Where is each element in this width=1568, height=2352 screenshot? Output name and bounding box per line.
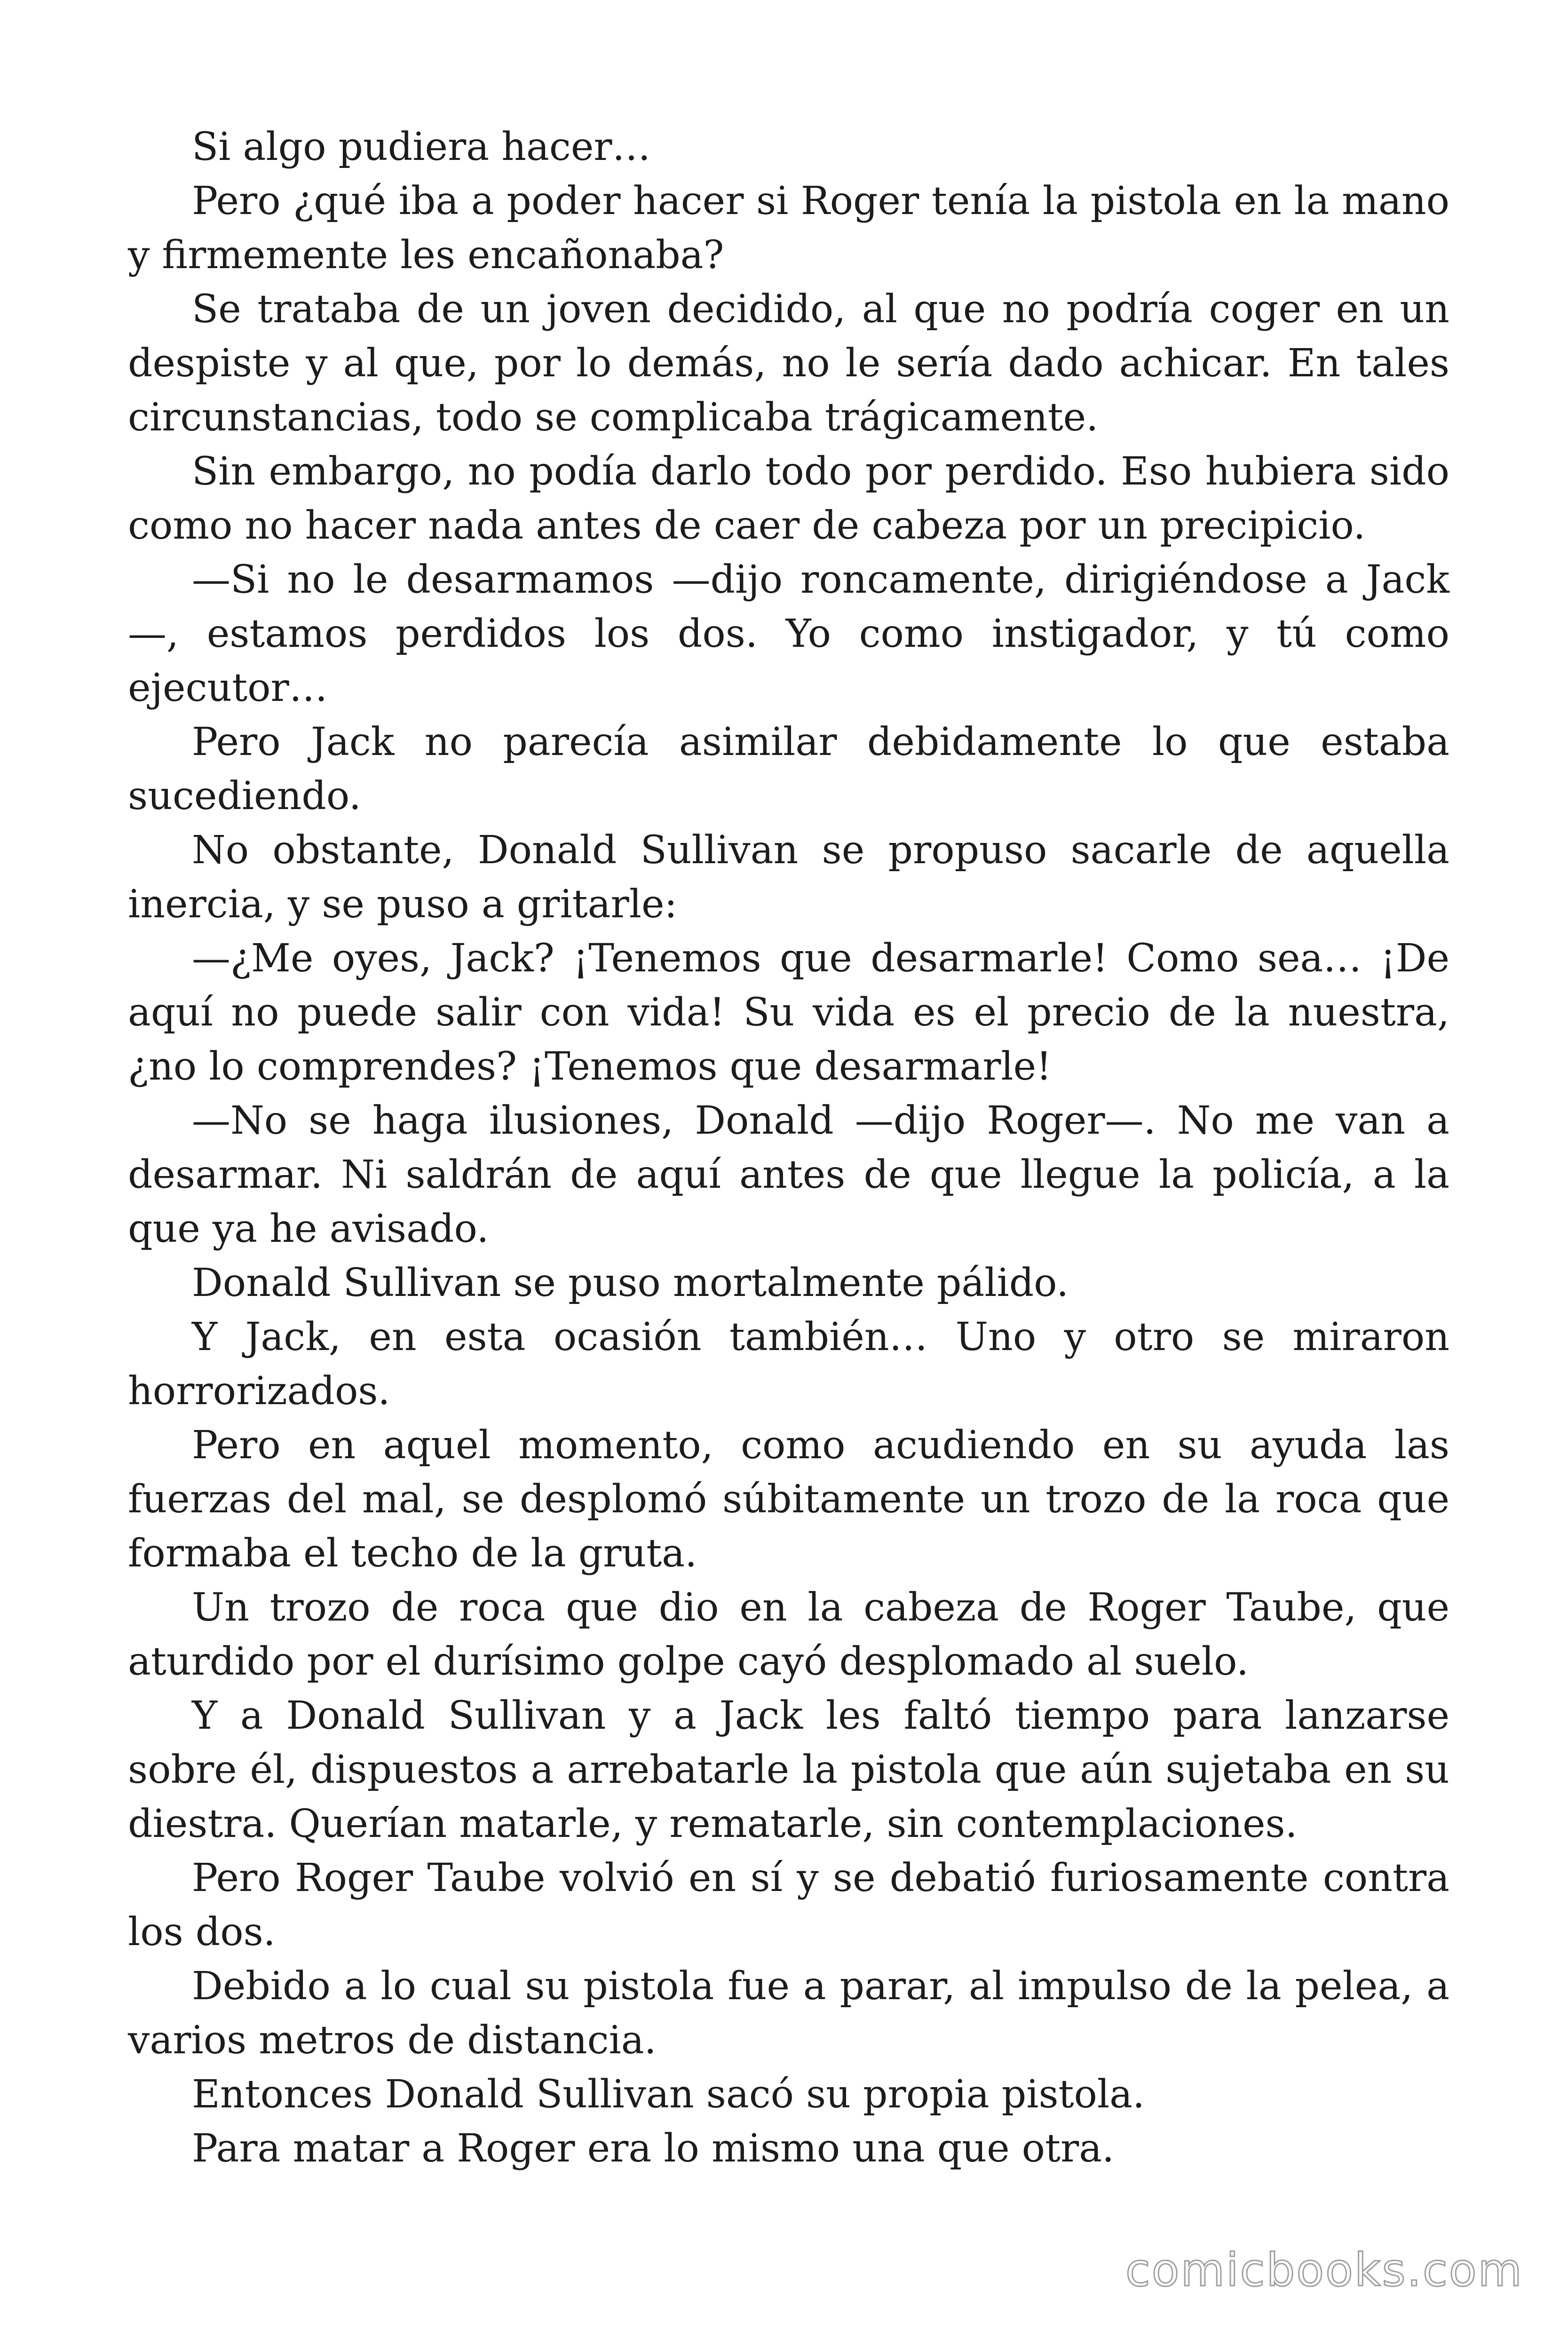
paragraph-6: Pero Jack no parecía asimilar debidamente lo que estaba sucediendo. [128,720,1449,818]
paragraph-2: Pero ¿qué iba a poder hacer si Roger tenía la pistola en la mano y firmemente les encañonaba? [128,179,1449,278]
paragraph-16: Debido a lo cual su pistola fue a parar, al impulso de la pelea, a varios metros de distancia. [128,1964,1449,2063]
paragraph-4: Sin embargo, no podía darlo todo por perdido. Eso hubiera sido como no hacer nada antes de caer de cabeza por un precipicio. [128,449,1449,548]
paragraph-10: Donald Sullivan se puso mortalmente pálido. [192,1261,1069,1305]
paragraph-17: Entonces Donald Sullivan sacó su propia pistola. [192,2072,1145,2117]
paragraph-1: Si algo pudiera hacer… [192,125,651,169]
paragraph-18: Para matar a Roger era lo mismo una que otra. [192,2126,1115,2171]
paragraph-8: —¿Me oyes, Jack? ¡Tenemos que desarmarle! Como sea… ¡De aquí no puede salir con vida! Su vida es el precio de la nuestra, ¿no lo comprendes? ¡Tenemos que desarmarle! [128,936,1449,1089]
paragraph-7: No obstante, Donald Sullivan se propuso sacarle de aquella inercia, y se puso a gritarle: [128,828,1449,927]
paragraph-11: Y Jack, en esta ocasión también… Uno y otro se miraron horrorizados. [128,1315,1449,1414]
paragraph-3: Se trataba de un joven decidido, al que no podría coger en un despiste y al que, por lo demás, no le sería dado achicar. En tales circunstancias, todo se complicaba trágicamente. [128,287,1449,440]
paragraph-15: Pero Roger Taube volvió en sí y se debatió furiosamente contra los dos. [128,1856,1449,1955]
page-body [128,120,1449,2176]
watermark: comicbooks.com [1125,2244,1523,2296]
paragraph-5: —Si no le desarmamos —dijo roncamente, dirigiéndose a Jack —, estamos perdidos los dos. Yo como instigador, y tú como ejecutor… [128,557,1449,710]
paragraph-14: Y a Donald Sullivan y a Jack les faltó tiempo para lanzarse sobre él, dispuestos a arrebatarle la pistola que aún sujetaba en su diestra. Querían matarle, y rematarle, sin contemplaciones. [128,1693,1449,1846]
paragraph-12: Pero en aquel momento, como acudiendo en su ayuda las fuerzas del mal, se desplomó súbitamente un trozo de la roca que formaba el techo de la gruta. [128,1423,1449,1576]
paragraph-9: —No se haga ilusiones, Donald —dijo Roger—. No me van a desarmar. Ni saldrán de aquí antes de que llegue la policía, a la que ya he avisado. [128,1098,1449,1251]
paragraph-13: Un trozo de roca que dio en la cabeza de Roger Taube, que aturdido por el durísimo golpe cayó desplomado al suelo. [128,1585,1449,1684]
